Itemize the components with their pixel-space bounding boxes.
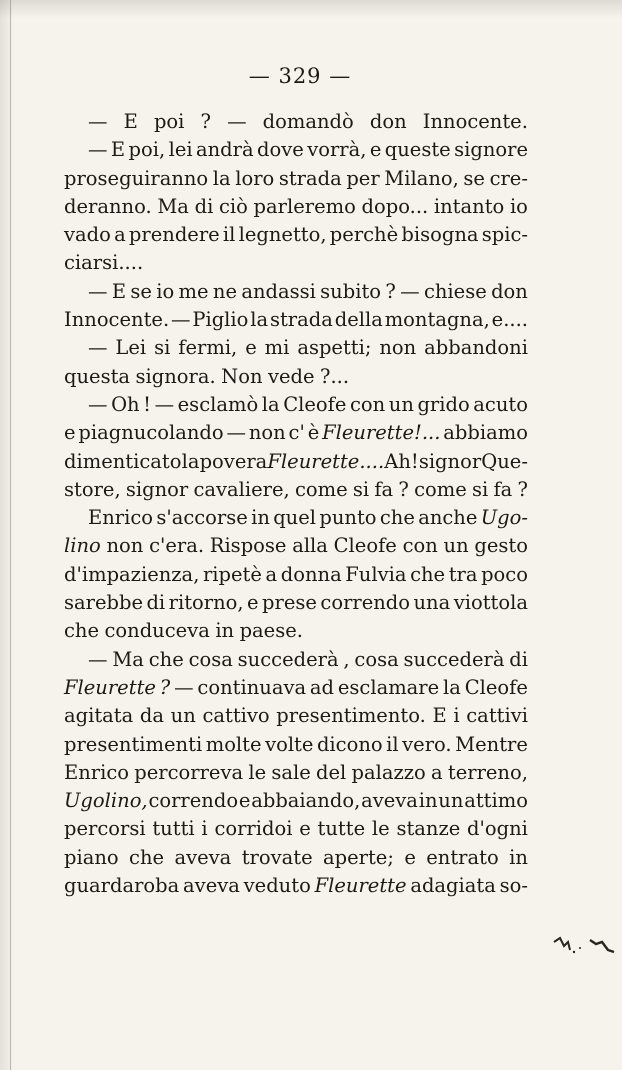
word: me: [178, 279, 209, 303]
word: in: [418, 789, 438, 813]
word: queste: [384, 138, 451, 162]
word: Non: [221, 364, 263, 388]
word: —: [154, 392, 175, 416]
page-number: — 329 —: [248, 64, 352, 88]
word: Ma: [112, 647, 144, 671]
word: store,: [64, 477, 121, 501]
word: presentimento.: [276, 704, 426, 728]
word: e: [64, 421, 76, 445]
word: quel: [273, 506, 317, 530]
word: andassi: [241, 279, 316, 303]
word: palazzo: [351, 760, 426, 784]
word: io: [156, 279, 175, 303]
body-text: [64, 108, 528, 900]
word: ne: [212, 279, 237, 303]
word: —: [88, 279, 108, 303]
word: gesto: [474, 534, 528, 558]
word: a: [114, 223, 126, 247]
word: il: [386, 732, 399, 756]
word: fa: [374, 477, 394, 501]
word: montagna,: [384, 308, 490, 332]
word: tutti: [152, 817, 195, 841]
word: presentimenti: [64, 732, 203, 756]
word: succederà: [403, 647, 505, 671]
word: Rispose: [209, 534, 287, 558]
text-line: [64, 532, 528, 560]
word: proseguiranno: [64, 166, 209, 190]
italic-word: lino: [64, 534, 101, 558]
word: come: [414, 477, 467, 501]
text-line: [64, 448, 528, 476]
word: alla: [292, 534, 328, 558]
ink-smudge-mark: [550, 930, 620, 960]
word: ripetè: [202, 562, 262, 586]
word: donna: [280, 562, 342, 586]
word: !: [143, 392, 152, 416]
text-line: [64, 193, 528, 221]
word: dimenticato: [64, 449, 182, 473]
word: un: [170, 704, 196, 728]
word: la: [250, 308, 269, 332]
word: d'impazienza,: [64, 562, 200, 586]
word: e: [369, 138, 382, 162]
word: di: [194, 194, 214, 218]
word: esclamò: [177, 392, 259, 416]
word: di: [146, 591, 166, 615]
word: cosa: [188, 647, 233, 671]
word: correndo: [148, 789, 239, 813]
word: questa: [64, 364, 131, 388]
word: Milano,: [384, 166, 459, 190]
word: c'era.: [149, 534, 205, 558]
word: ?: [200, 110, 211, 133]
word: come: [294, 477, 348, 501]
word: tutte: [317, 817, 366, 841]
italic-word: Fleurette....: [267, 449, 385, 473]
italic-word: ?: [159, 675, 171, 699]
page-binding-edge: [10, 0, 11, 1070]
word: ?: [398, 477, 409, 501]
word: spic-: [481, 223, 528, 247]
text-line: [64, 589, 528, 617]
word: la: [212, 166, 231, 190]
word: subito: [320, 279, 382, 303]
word: ciarsi....: [64, 251, 144, 275]
italic-word: Ugo-: [480, 506, 528, 530]
word: Enrico: [64, 760, 130, 784]
word: don: [491, 279, 528, 303]
word: —: [226, 421, 246, 445]
word: in: [251, 506, 270, 530]
word: Enrico: [88, 506, 154, 530]
word: prese: [262, 591, 317, 615]
word: cattivi: [466, 704, 528, 728]
text-line: [64, 702, 528, 730]
word: si: [472, 477, 489, 501]
word: prendere: [128, 223, 220, 247]
word: in: [215, 619, 235, 643]
word: acuto: [473, 392, 528, 416]
word: signor: [125, 477, 189, 501]
word: —: [88, 138, 108, 162]
word: a: [431, 760, 443, 784]
word: Que-: [481, 449, 528, 473]
word: Piglio: [192, 308, 249, 332]
word: deranno.: [64, 194, 152, 218]
text-line: [64, 872, 528, 900]
word: se: [130, 279, 152, 303]
word: lei: [168, 138, 193, 162]
word: un: [438, 789, 464, 813]
word: Ah!: [384, 449, 419, 473]
word: signore: [454, 138, 528, 162]
word: abbiamo: [443, 421, 528, 445]
text-line: [64, 787, 528, 815]
text-line: [64, 561, 528, 589]
word: vero.: [402, 732, 452, 756]
word: ciò: [218, 194, 248, 218]
word: che: [379, 506, 415, 530]
word: povera: [199, 449, 268, 473]
word: che: [148, 647, 184, 671]
word: attimo: [464, 789, 528, 813]
word: è: [307, 421, 320, 445]
word: E: [123, 110, 138, 133]
word: sarebbe: [64, 591, 143, 615]
word: io: [509, 194, 528, 218]
word: si: [154, 336, 171, 360]
word: che: [129, 845, 165, 869]
word: che: [410, 562, 446, 586]
word: E: [432, 704, 447, 728]
text-line: [64, 108, 528, 136]
word: di: [509, 647, 528, 671]
word: fermi,: [178, 336, 238, 360]
word: Cleofe: [464, 675, 528, 699]
word: dicono: [316, 732, 383, 756]
word: la: [181, 449, 200, 473]
word: vado: [64, 223, 111, 247]
word: aperte;: [323, 845, 394, 869]
word: Cleofe: [333, 534, 397, 558]
word: ?: [517, 477, 528, 501]
word: e: [245, 336, 257, 360]
word: percorreva: [134, 760, 244, 784]
word: dopo...: [361, 194, 429, 218]
word: —: [88, 110, 108, 133]
word: vorrà,: [307, 138, 367, 162]
word: mi: [264, 336, 290, 360]
word: perchè: [329, 223, 399, 247]
word: trovate: [241, 845, 313, 869]
word: vede: [267, 364, 315, 388]
word: ,: [343, 647, 350, 671]
word: ?...: [320, 364, 350, 388]
word: E: [111, 279, 127, 303]
word: del: [316, 760, 347, 784]
word: se: [463, 166, 485, 190]
word: aveva: [361, 789, 418, 813]
word: tra: [448, 562, 478, 586]
word: esclamare: [337, 675, 440, 699]
word: per: [346, 166, 380, 190]
word: loro: [235, 166, 275, 190]
word: i: [453, 704, 460, 728]
word: e: [404, 845, 416, 869]
word: percorsi: [64, 817, 146, 841]
text-line: [64, 504, 528, 532]
word: i: [201, 817, 208, 841]
word: signora.: [135, 364, 216, 388]
word: dove: [257, 138, 304, 162]
word: molte: [205, 732, 262, 756]
word: poi: [153, 110, 185, 133]
word: una: [413, 591, 451, 615]
text-line: [64, 278, 528, 306]
word: signor: [418, 449, 482, 473]
word: cattivo: [202, 704, 270, 728]
word: e....: [491, 308, 528, 332]
word: —: [227, 110, 247, 133]
word: Innocente.: [422, 110, 528, 133]
text-line: [64, 617, 528, 645]
text-line: [64, 844, 528, 872]
word: in: [509, 845, 528, 869]
word: sale: [271, 760, 311, 784]
word: —: [88, 336, 108, 360]
word: Mentre: [455, 732, 528, 756]
word: veduto: [243, 874, 311, 898]
word: fa: [493, 477, 513, 501]
word: andrà: [196, 138, 254, 162]
word: che: [64, 619, 100, 643]
word: paese.: [239, 619, 303, 643]
word: Innocente.: [64, 308, 170, 332]
word: si: [352, 477, 370, 501]
text-line: [64, 363, 528, 391]
word: agitata: [64, 704, 134, 728]
word: E: [110, 138, 126, 162]
text-line: [64, 165, 528, 193]
word: strada: [269, 308, 333, 332]
word: terreno,: [447, 760, 528, 784]
word: non: [379, 336, 417, 360]
word: il: [222, 223, 236, 247]
word: entrato: [426, 845, 499, 869]
word: piano: [64, 845, 119, 869]
text-line: [64, 759, 528, 787]
word: da: [139, 704, 165, 728]
word: correndo: [320, 591, 411, 615]
word: un: [388, 392, 414, 416]
word: Fulvia: [345, 562, 407, 586]
word: viottola: [453, 591, 528, 615]
word: punto: [319, 506, 377, 530]
word: abbaiando,: [251, 789, 361, 813]
word: con: [402, 534, 438, 558]
text-line: [64, 334, 528, 362]
word: Oh: [111, 392, 140, 416]
word: adagiata: [410, 874, 496, 898]
word: anche: [418, 506, 478, 530]
text-line: [64, 731, 528, 759]
word: —: [88, 392, 108, 416]
word: c': [288, 421, 305, 445]
word: cavaliere,: [193, 477, 290, 501]
word: aveva: [174, 845, 232, 869]
word: cre-: [489, 166, 528, 190]
word: Ma: [157, 194, 189, 218]
word: non: [248, 421, 286, 445]
word: Lei: [115, 336, 147, 360]
word: e: [299, 817, 311, 841]
word: Cleofe: [283, 392, 347, 416]
word: cosa: [354, 647, 399, 671]
word: abbandoni: [424, 336, 528, 360]
word: ritorno,: [168, 591, 244, 615]
text-line: [64, 306, 528, 334]
word: a: [265, 562, 278, 586]
word: le: [248, 760, 267, 784]
word: con: [349, 392, 386, 416]
word: stanze: [396, 817, 461, 841]
word: so-: [499, 874, 528, 898]
word: ?: [385, 279, 396, 303]
word: conduceva: [104, 619, 210, 643]
word: e: [238, 789, 251, 813]
text-line: [64, 674, 528, 702]
word: parleremo: [253, 194, 356, 218]
word: —: [174, 675, 194, 699]
word: volte: [265, 732, 314, 756]
text-line: [64, 221, 528, 249]
text-line: [64, 249, 528, 277]
text-line: [64, 391, 528, 419]
word: —: [171, 308, 191, 332]
italic-word: Ugolino,: [64, 789, 148, 813]
italic-word: Fleurette: [64, 675, 156, 699]
word: bisogna: [401, 223, 479, 247]
word: le: [371, 817, 390, 841]
word: ad: [309, 675, 335, 699]
word: don: [369, 110, 407, 133]
word: poco: [481, 562, 528, 586]
word: succederà: [237, 647, 339, 671]
word: d'ogni: [467, 817, 528, 841]
word: strada: [278, 166, 342, 190]
text-line: [64, 136, 528, 164]
text-line: [64, 476, 528, 504]
word: grido: [417, 392, 470, 416]
word: intanto: [433, 194, 505, 218]
text-line: [64, 646, 528, 674]
text-line: [64, 815, 528, 843]
word: guardaroba: [64, 874, 180, 898]
text-line: [64, 419, 528, 447]
word: la: [443, 675, 461, 699]
word: continuava: [197, 675, 307, 699]
word: piagnucolando: [78, 421, 224, 445]
word: —: [400, 279, 420, 303]
italic-word: Fleurette: [314, 874, 407, 898]
word: la: [261, 392, 280, 416]
word: domandò: [262, 110, 354, 133]
word: un: [443, 534, 469, 558]
word: chiese: [423, 279, 487, 303]
word: aveva: [183, 874, 240, 898]
word: non: [106, 534, 144, 558]
word: s'accorse: [156, 506, 248, 530]
word: e: [247, 591, 259, 615]
word: corridoi: [214, 817, 293, 841]
word: poi,: [128, 138, 166, 162]
italic-word: Fleurette!...: [322, 421, 441, 445]
word: legnetto,: [238, 223, 327, 247]
word: —: [88, 647, 108, 671]
word: della: [334, 308, 383, 332]
word: aspetti;: [297, 336, 372, 360]
